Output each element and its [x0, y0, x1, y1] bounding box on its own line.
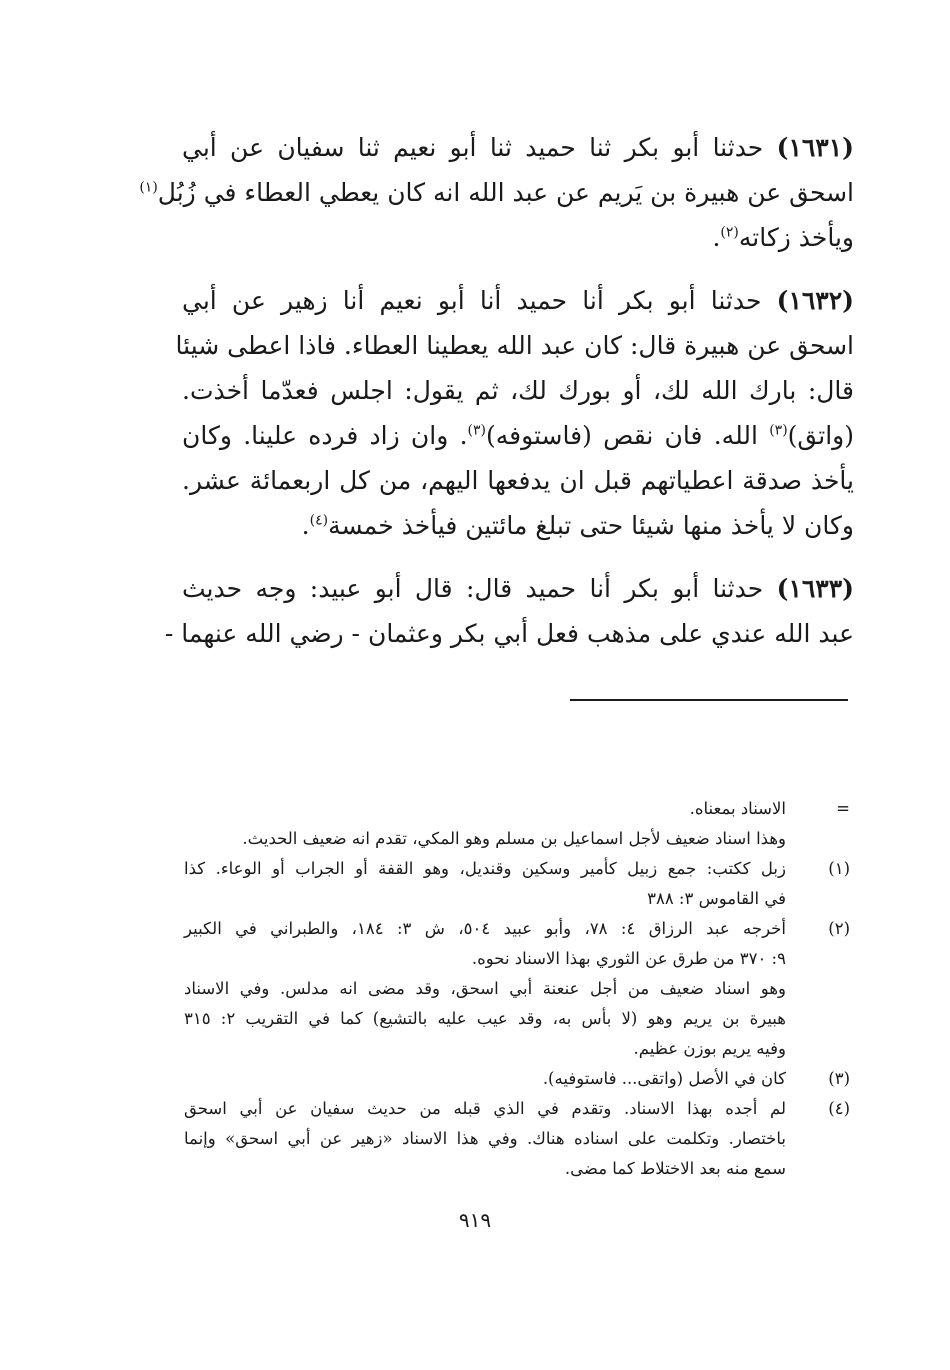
- page-number: ٩١٩: [458, 1208, 492, 1232]
- hadith-entry-1632: [175, 278, 854, 548]
- footnote-ref: (٣): [769, 422, 788, 439]
- footnote-line: وفيه يريم بوزن عظيم.: [633, 1039, 786, 1058]
- footnote-3: [184, 1064, 850, 1094]
- hadith-entry-1633: [164, 566, 855, 656]
- hadith-number: (١٦٣١): [776, 133, 855, 162]
- footnote-line: كان في الأصل (واتقى... فاستوفيه).: [542, 1069, 786, 1088]
- footnote-line: الاسناد بمعناه.: [689, 799, 786, 818]
- footnote-mark: (٤): [828, 1099, 850, 1118]
- footnote-line: وهو اسناد ضعيف من أجل عنعنة أبي اسحق، وقد مضى انه مدلس. وفي الاسناد: [184, 979, 786, 998]
- footnote-ref: (٣): [467, 422, 486, 439]
- text-line: (١٦٣٢) حدثنا أبو بكر أنا حميد أنا أبو نعيم أنا زهير عن أبي: [182, 286, 854, 315]
- footnote-continued: [184, 794, 850, 854]
- footnote-line: سمع منه بعد الاختلاط كما مضى.: [564, 1159, 786, 1178]
- footnote-line: وهذا اسناد ضعيف لأجل اسماعيل بن مسلم وهو المكي، تقدم انه ضعيف الحديث.: [242, 829, 786, 848]
- text-line: يأخذ صدقة اعطياتهم قبل ان يدفعها اليهم، من كل اربعمائة عشر.: [182, 466, 854, 495]
- footnote-mark: (١): [828, 859, 850, 878]
- hadith-entry-1631: [139, 125, 855, 260]
- text-line: عبد الله عندي على مذهب فعل أبي بكر وعثمان - رضي الله عنهما -: [164, 619, 854, 648]
- footnote-2: [184, 914, 850, 1064]
- hadith-number: (١٦٣٢): [776, 286, 854, 315]
- footnote-line: هبيرة بن يريم وهو (لا بأس به، وقد عيب عليه بالتشيع) كما في التقريب ٢: ٣١٥: [184, 1009, 786, 1028]
- footnote-line: ٩: ٣٧٠ من طرق عن الثوري بهذا الاسناد نحوه.: [471, 949, 786, 968]
- footnote-line: زبل ككتب: جمع زبيل كأمير وسكين وقنديل، وهو القفة أو الجراب أو الوعاء. كذا: [184, 859, 786, 878]
- footnote-ref: (١): [139, 179, 158, 196]
- footnote-mark: =: [836, 799, 850, 818]
- main-text: [139, 125, 855, 674]
- hadith-number: (١٦٣٣): [776, 574, 855, 603]
- text-line: قال: بارك الله لك، أو بورك لك، ثم يقول: اجلس فعدّما أخذت.: [182, 376, 854, 405]
- text-line: ويأخذ زكاته$^{(٢)}$.: [712, 223, 854, 252]
- footnotes: [184, 794, 850, 1184]
- text-line: اسحق عن هبيرة بن يَريم عن عبد الله انه كان يعطي العطاء في زُبُل$^{(١)}$: [139, 178, 854, 207]
- footnote-1: [184, 854, 850, 914]
- footnote-ref: (٤): [309, 512, 329, 529]
- footnote-line: باختصار. وتكلمت على اسناده هناك. وفي هذا الاسناد «زهير عن أبي اسحق» وإنما: [184, 1129, 786, 1148]
- text-line: (١٦٣٣) حدثنا أبو بكر أنا حميد قال: قال أبو عبيد: وجه حديث: [182, 574, 855, 603]
- footnote-mark: (٢): [828, 919, 850, 938]
- footnote-line: في القاموس ٣: ٣٨٨: [647, 889, 786, 908]
- text-line: وكان لا يأخذ منها شيئا حتى تبلغ مائتين فيأخذ خمسة$^{(٤)}$.: [301, 511, 854, 540]
- footnote-4: [184, 1094, 850, 1184]
- text-line: اسحق عن هبيرة قال: كان عبد الله يعطينا العطاء. فاذا اعطى شيئا: [175, 331, 854, 360]
- text-line: (١٦٣١) حدثنا أبو بكر ثنا حميد ثنا أبو نعيم ثنا سفيان عن أبي: [182, 133, 855, 162]
- text-line: (واتق)$^{(٣)}$ الله. فان نقص (فاستوفه)$^{(٣)}$. وان زاد فرده علينا. وكان: [182, 421, 854, 450]
- footnote-ref: (٢): [720, 224, 739, 241]
- footnote-mark: (٣): [828, 1069, 850, 1088]
- footnote-line: أخرجه عبد الرزاق ٤: ٧٨، وأبو عبيد ٥٠٤، ش ٣: ١٨٤، والطبراني في الكبير: [184, 919, 786, 938]
- footnote-separator: [570, 699, 848, 701]
- footnote-line: لم أجده بهذا الاسناد. وتقدم في الذي قبله من حديث سفيان عن أبي اسحق: [184, 1099, 786, 1118]
